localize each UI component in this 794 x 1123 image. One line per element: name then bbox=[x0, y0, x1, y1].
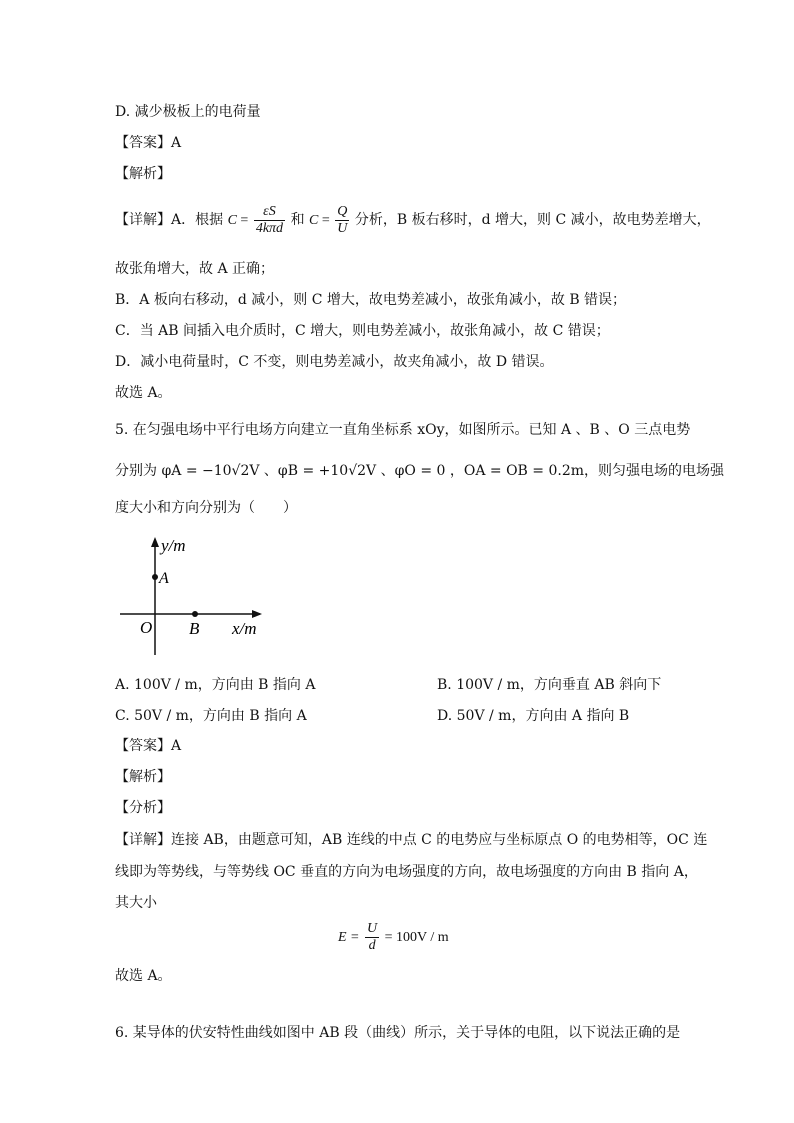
q5-choose: 故选 A。 bbox=[115, 968, 172, 984]
q5-detail-line1: 【详解】连接 AB，由题意可知，AB 连线的中点 C 的电势应与坐标原点 O 的电势相等，OC 连 bbox=[115, 832, 708, 848]
q5-stem-line2: 分别为 φA = −10√2V 、φB = +10√2V 、φO = 0 ，OA = OB = 0.2m，则匀强电场的电场强 bbox=[115, 463, 725, 479]
q4-detail-prefix: 【详解】A．根据 bbox=[115, 212, 224, 228]
capacitance-formula-1: C = $\frac{\varepsilon S}{\text{4kπd}}$ bbox=[227, 204, 284, 237]
formula-numerator: U bbox=[367, 921, 378, 937]
q4-analysis-label: 【解析】 bbox=[115, 166, 171, 182]
q4-detail-line2: 故张角增大，故 A 正确； bbox=[115, 261, 275, 277]
q5-option-c: C. 50V / m，方向由 B 指向 A bbox=[115, 708, 307, 724]
q5-option-d: D. 50V / m，方向由 A 指向 B bbox=[437, 708, 630, 724]
y-axis-label: y/m bbox=[161, 536, 186, 555]
point-b bbox=[192, 611, 198, 617]
q5-option-a: A. 100V / m，方向由 B 指向 A bbox=[115, 677, 316, 693]
point-a bbox=[152, 574, 158, 580]
field-strength-formula bbox=[338, 918, 449, 958]
q4-answer: 【答案】A bbox=[115, 135, 182, 151]
label-b: B bbox=[189, 619, 200, 638]
capacitance-formula-2: C = $\frac{Q}{U}$ bbox=[309, 204, 348, 237]
q5-fenxi-label: 【分析】 bbox=[115, 800, 171, 816]
q4-choose: 故选 A。 bbox=[115, 385, 172, 401]
label-o: O bbox=[140, 618, 153, 637]
formula-denominator: d bbox=[368, 938, 376, 954]
label-a: A bbox=[159, 570, 169, 587]
q4-detail-c: C．当 AB 间插入电介质时，C 增大，则电势差减小，故张角减小，故 C 错误； bbox=[115, 323, 610, 339]
q4-detail-and: 和 bbox=[290, 212, 305, 228]
q4-option-d: D. 减少极板上的电荷量 bbox=[115, 104, 261, 120]
q5-analysis-label: 【解析】 bbox=[115, 769, 171, 785]
coordinate-figure bbox=[110, 530, 280, 660]
q5-detail-line2: 线即为等势线，与等势线 OC 垂直的方向为电场强度的方向，故电场强度的方向由 B 指向 A， bbox=[115, 864, 698, 880]
q6-stem-line1: 6. 某导体的伏安特性曲线如图中 AB 段（曲线）所示，关于导体的电阻，以下说法正确的是 bbox=[115, 1025, 681, 1041]
x-axis-arrow bbox=[252, 610, 262, 618]
q4-detail-b: B．A 板向右移动，d 减小，则 C 增大，故电势差减小，故张角减小，故 B 错误； bbox=[115, 292, 627, 308]
formula-e: E = bbox=[338, 930, 360, 945]
q4-detail-d: D．减小电荷量时，C 不变，则电势差减小，故夹角减小，故 D 错误。 bbox=[115, 354, 554, 370]
q5-stem-line3: 度大小和方向分别为（ ） bbox=[115, 500, 297, 516]
q4-detail-line1 bbox=[115, 202, 711, 239]
q5-option-b: B. 100V / m，方向垂直 AB 斜向下 bbox=[437, 677, 662, 693]
x-axis-label: x/m bbox=[232, 619, 257, 638]
q4-detail-rest: 分析，B 板右移时，d 增大，则 C 减小，故电势差增大， bbox=[354, 212, 711, 228]
y-axis-arrow bbox=[151, 537, 159, 547]
formula-result: = 100V / m bbox=[384, 930, 449, 945]
q5-stem-line1: 5. 在匀强电场中平行电场方向建立一直角坐标系 xOy，如图所示。已知 A 、B 、O 三点电势 bbox=[115, 422, 691, 438]
q5-answer: 【答案】A bbox=[115, 738, 182, 754]
q5-detail-line3: 其大小 bbox=[115, 895, 157, 911]
